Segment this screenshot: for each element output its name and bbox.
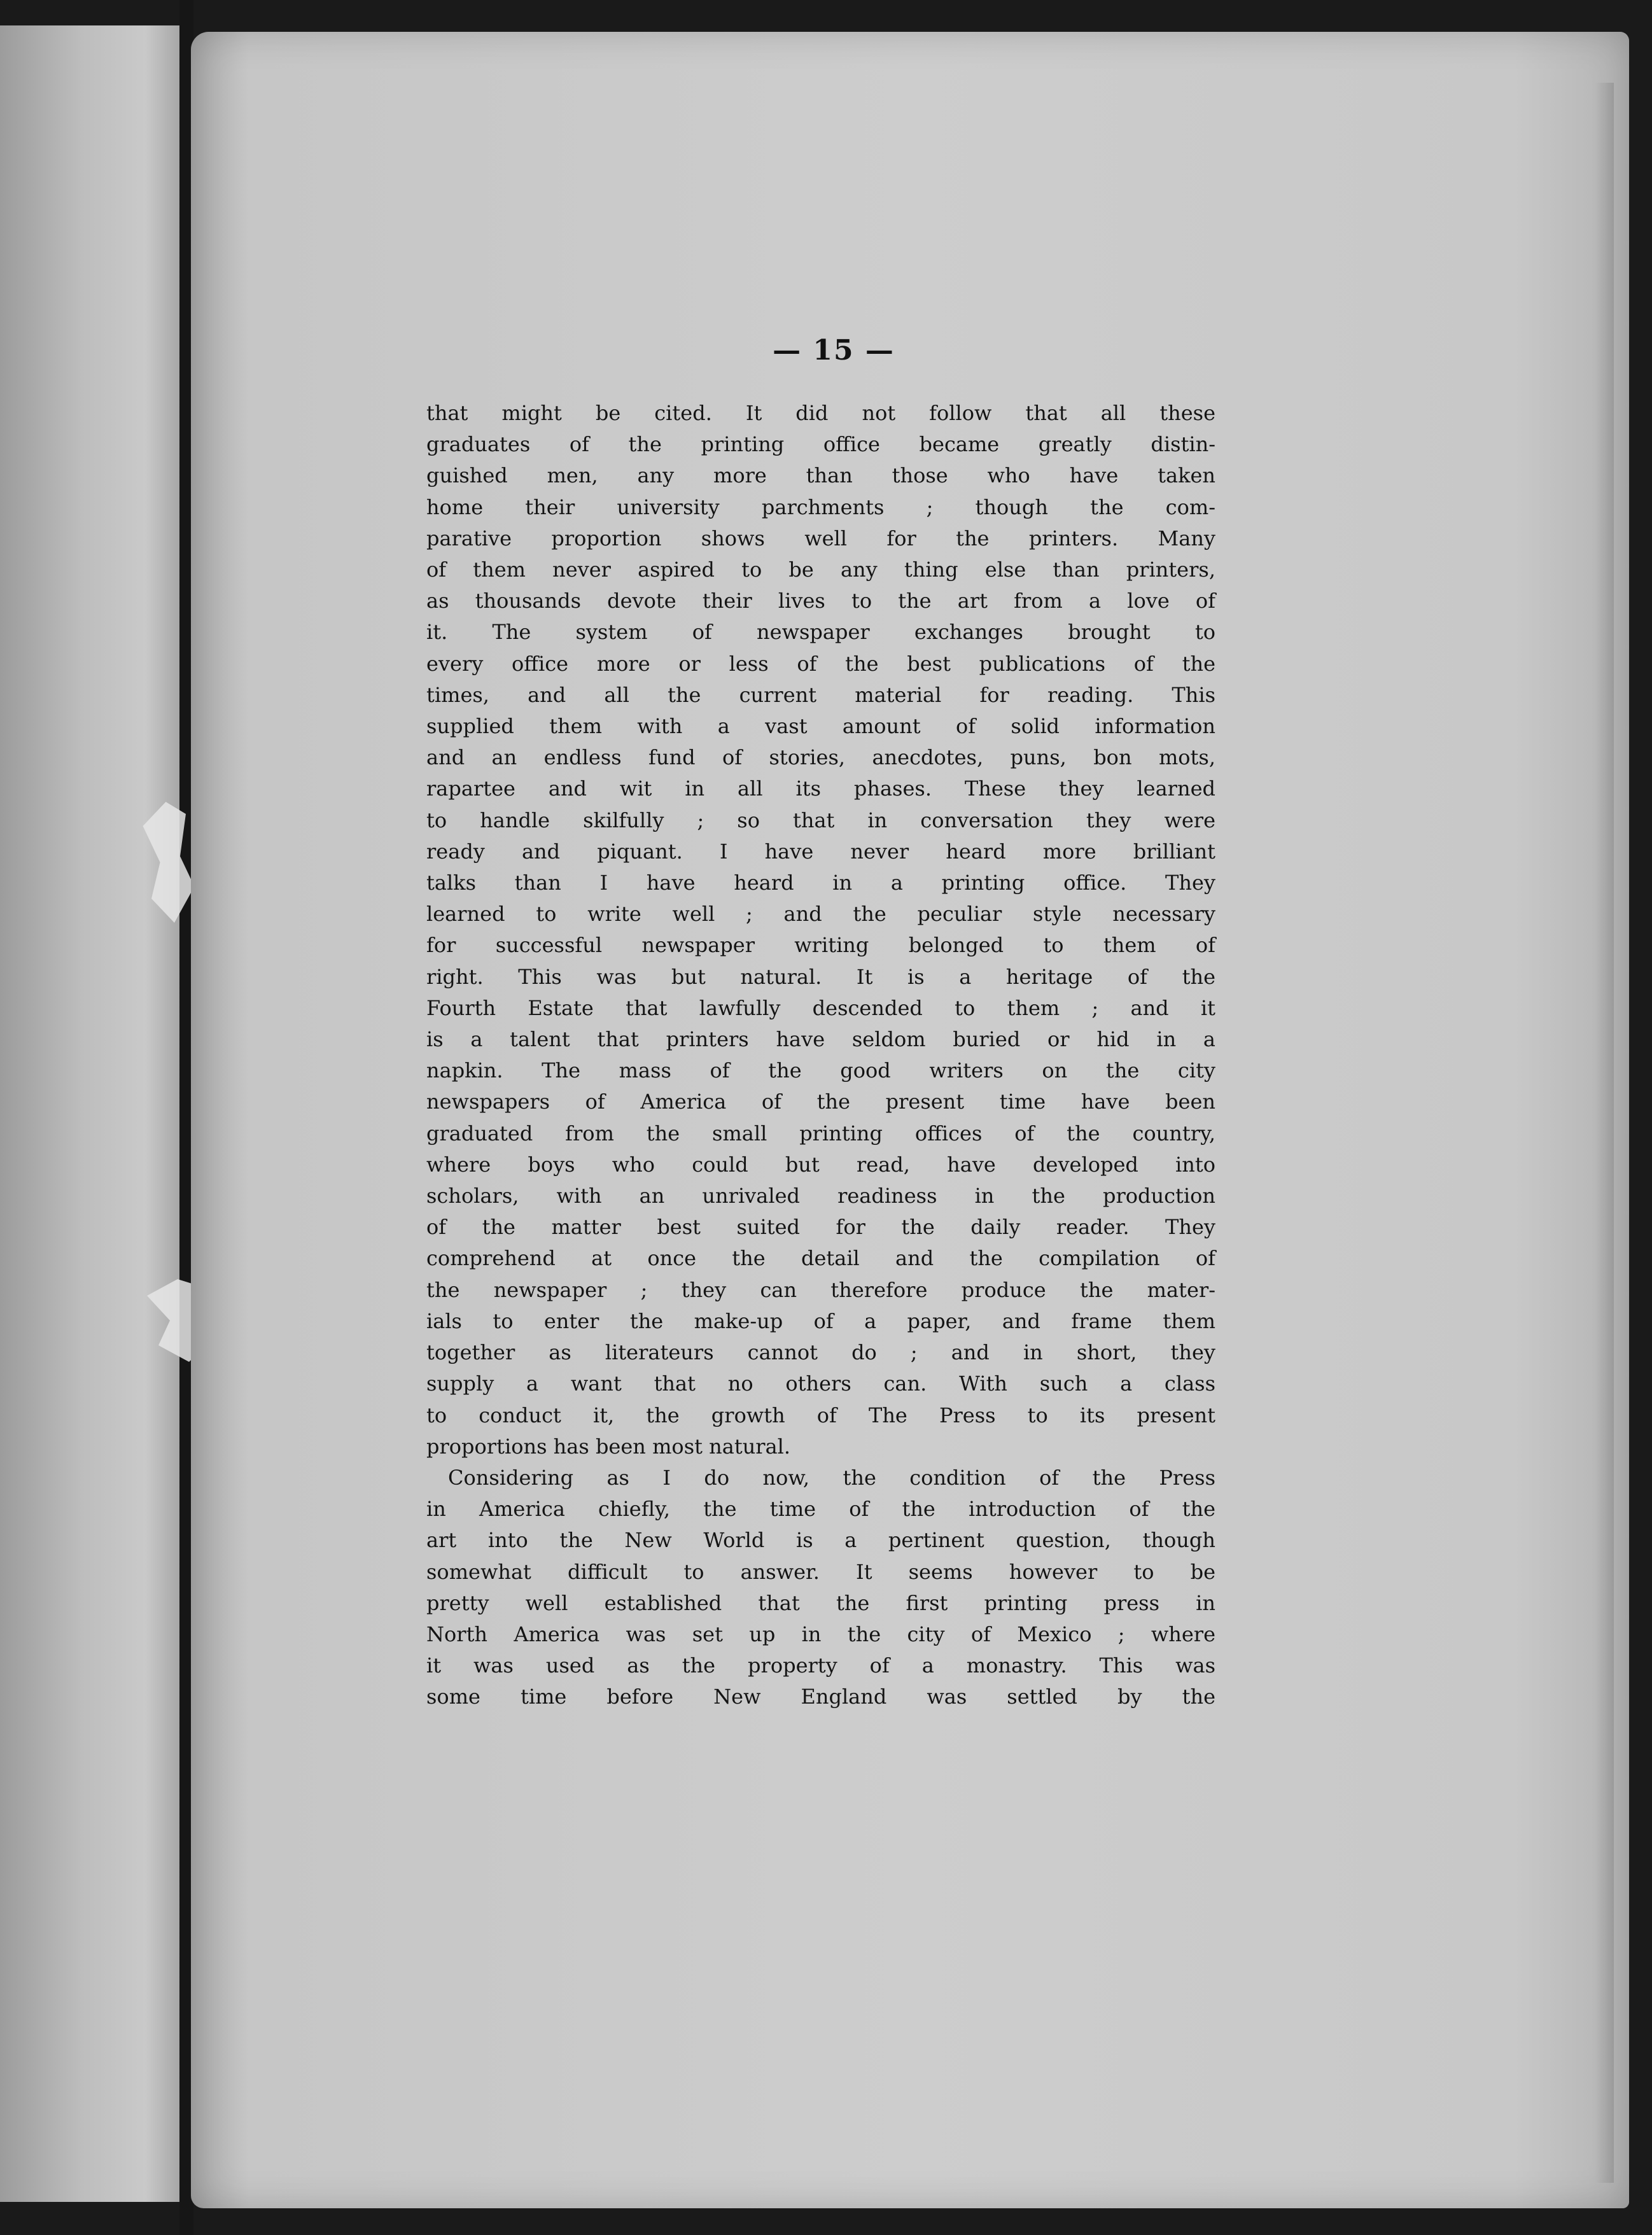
- text-line: talks than I have heard in a printing office. They: [426, 871, 1215, 895]
- text-line: in America chiefly, the time of the introduction of the: [426, 1497, 1215, 1522]
- text-line: is a talent that printers have seldom buried or hid in a: [426, 1027, 1215, 1052]
- text-line: where boys who could but read, have developed into: [426, 1152, 1215, 1177]
- text-line: rapartee and wit in all its phases. These they learned: [426, 776, 1215, 801]
- text-line: ready and piquant. I have never heard more brilliant: [426, 839, 1215, 864]
- text-line: comprehend at once the detail and the compilation of: [426, 1246, 1215, 1271]
- text-line: somewhat difficult to answer. It seems however to be: [426, 1559, 1215, 1584]
- text-line: proportions has been most natural.: [426, 1434, 791, 1459]
- text-line: of the matter best suited for the daily reader. They: [426, 1215, 1215, 1240]
- text-line: graduated from the small printing offices of the country,: [426, 1121, 1215, 1146]
- text-line: napkin. The mass of the good writers on the city: [426, 1058, 1215, 1083]
- text-line: every office more or less of the best publications of the: [426, 651, 1215, 676]
- text-line: pretty well established that the first printing press in: [426, 1590, 1215, 1615]
- text-line: together as literateurs cannot do ; and in short, they: [426, 1340, 1215, 1365]
- text-line: it was used as the property of a monastry. This was: [426, 1653, 1215, 1678]
- text-line: to handle skilfully ; so that in conversation they were: [426, 808, 1215, 832]
- text-line: newspapers of America of the present time have been: [426, 1089, 1215, 1114]
- text-line: Fourth Estate that lawfully descended to them ; and it: [426, 995, 1215, 1020]
- text-line: supply a want that no others can. With such a class: [426, 1371, 1215, 1396]
- text-line: graduates of the printing office became greatly distin-: [426, 432, 1215, 457]
- text-line: North America was set up in the city of Mexico ; where: [426, 1622, 1215, 1646]
- text-line: and an endless fund of stories, anecdotes, puns, bon mots,: [426, 745, 1215, 770]
- text-line: ials to enter the make-up of a paper, and frame them: [426, 1308, 1215, 1333]
- text-line: learned to write well ; and the peculiar style necessary: [426, 902, 1215, 927]
- text-line: times, and all the current material for reading. This: [426, 682, 1215, 707]
- body-text: [426, 398, 1215, 1713]
- text-line: Considering as I do now, the condition of the Press: [448, 1465, 1215, 1490]
- text-line: art into the New World is a pertinent question, though: [426, 1528, 1215, 1553]
- text-line: some time before New England was settled by the: [426, 1685, 1215, 1709]
- facing-page-edge: [0, 25, 181, 2202]
- text-line: the newspaper ; they can therefore produce the mater-: [426, 1277, 1215, 1302]
- text-line: as thousands devote their lives to the art from a love of: [426, 589, 1215, 613]
- text-line: home their university parchments ; though the com-: [426, 494, 1215, 519]
- text-line: supplied them with a vast amount of solid information: [426, 714, 1215, 739]
- text-line: right. This was but natural. It is a heritage of the: [426, 964, 1215, 989]
- text-line: parative proportion shows well for the printers. Many: [426, 526, 1215, 550]
- text-line: scholars, with an unrivaled readiness in the production: [426, 1184, 1215, 1209]
- text-line: that might be cited. It did not follow that all these: [426, 401, 1215, 425]
- page-number: — 15 —: [773, 334, 895, 367]
- text-line: guished men, any more than those who have taken: [426, 463, 1215, 488]
- text-line: of them never aspired to be any thing else than printers,: [426, 557, 1215, 582]
- page-right-edge: [1595, 83, 1614, 2183]
- text-line: to conduct it, the growth of The Press to its present: [426, 1403, 1215, 1427]
- text-line: for successful newspaper writing belonged to them of: [426, 933, 1215, 958]
- text-line: it. The system of newspaper exchanges brought to: [426, 620, 1215, 645]
